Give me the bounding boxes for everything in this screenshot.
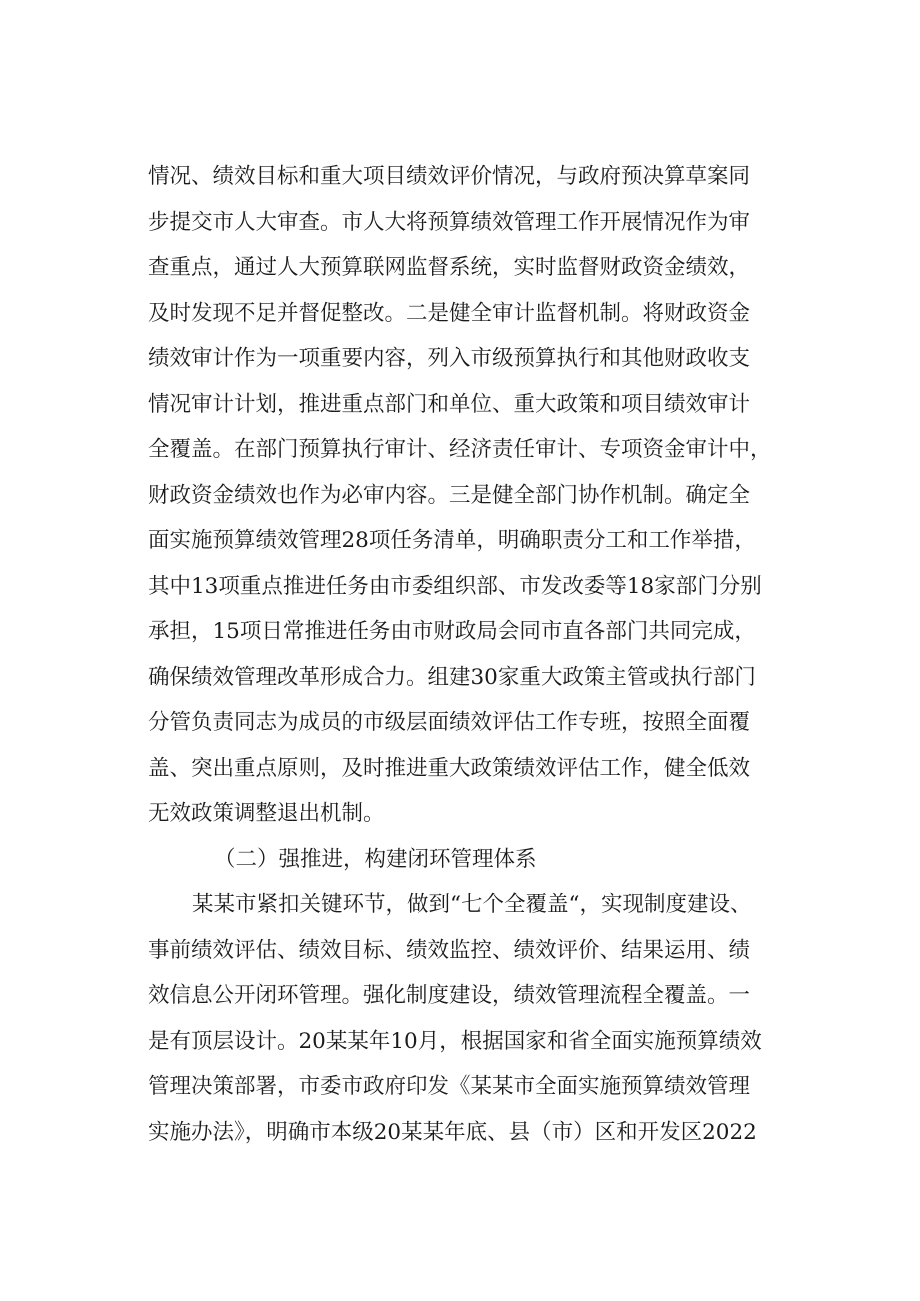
text-line: 查重点，通过人大预算联网监督系统，实时监督财政资金绩效， xyxy=(148,255,751,280)
text-line: 管理决策部署，市委市政府印发《某某市全面实施预算绩效管理 xyxy=(148,1074,751,1099)
text-line: 情况审计计划，推进重点部门和单位、重大政策和项目绩效审计 xyxy=(148,391,751,417)
text-line: 效信息公开闭环管理。强化制度建设，绩效管理流程全覆盖。一 xyxy=(148,983,751,1008)
paragraph-2 xyxy=(148,882,812,1155)
paragraph-1 xyxy=(148,154,812,837)
text-line: 分管负责同志为成员的市级层面绩效评估工作专班，按照全面覆 xyxy=(148,710,751,735)
text-line: 步提交市人大审查。市人大将预算绩效管理工作开展情况作为审 xyxy=(148,209,751,235)
section-heading: （二）强推进，构建闭环管理体系 xyxy=(214,846,537,872)
text-line: 盖、突出重点原则，及时推进重大政策绩效评估工作，健全低效 xyxy=(148,755,751,781)
text-line: 绩效审计作为一项重要内容，列入市级预算执行和其他财政收支 xyxy=(148,346,751,371)
text-line: 其中13项重点推进任务由市委组织部、市发改委等18家部门分别 xyxy=(148,573,762,599)
text-line: 实施办法》，明确市本级20某某年底、县（市）区和开发区2022 xyxy=(148,1119,757,1145)
text-line: 及时发现不足并督促整改。二是健全审计监督机制。将财政资金 xyxy=(148,300,751,326)
text-line: 是有顶层设计。20某某年10月，根据国家和省全面实施预算绩效 xyxy=(148,1028,762,1054)
text-line: 财政资金绩效也作为必审内容。三是健全部门协作机制。确定全 xyxy=(148,482,751,508)
document-body xyxy=(148,154,812,1155)
text-line: 情况、绩效目标和重大项目绩效评价情况，与政府预决算草案同 xyxy=(148,164,751,189)
text-line: 面实施预算绩效管理28项任务清单，明确职责分工和工作举措， xyxy=(148,528,756,553)
text-line: 事前绩效评估、绩效目标、绩效监控、绩效评价、结果运用、绩 xyxy=(148,937,751,963)
text-line: 承担，15项日常推进任务由市财政局会同市直各部门共同完成， xyxy=(148,619,756,644)
text-line: 某某市紧扣关键环节，做到“七个全覆盖“，实现制度建设、 xyxy=(192,892,752,917)
text-line: 全覆盖。在部门预算执行审计、经济责任审计、专项资金审计中， xyxy=(148,437,772,462)
text-line: 确保绩效管理改革形成合力。组建30家重大政策主管或执行部门 xyxy=(148,664,756,690)
text-line: 无效政策调整退出机制。 xyxy=(148,801,385,826)
